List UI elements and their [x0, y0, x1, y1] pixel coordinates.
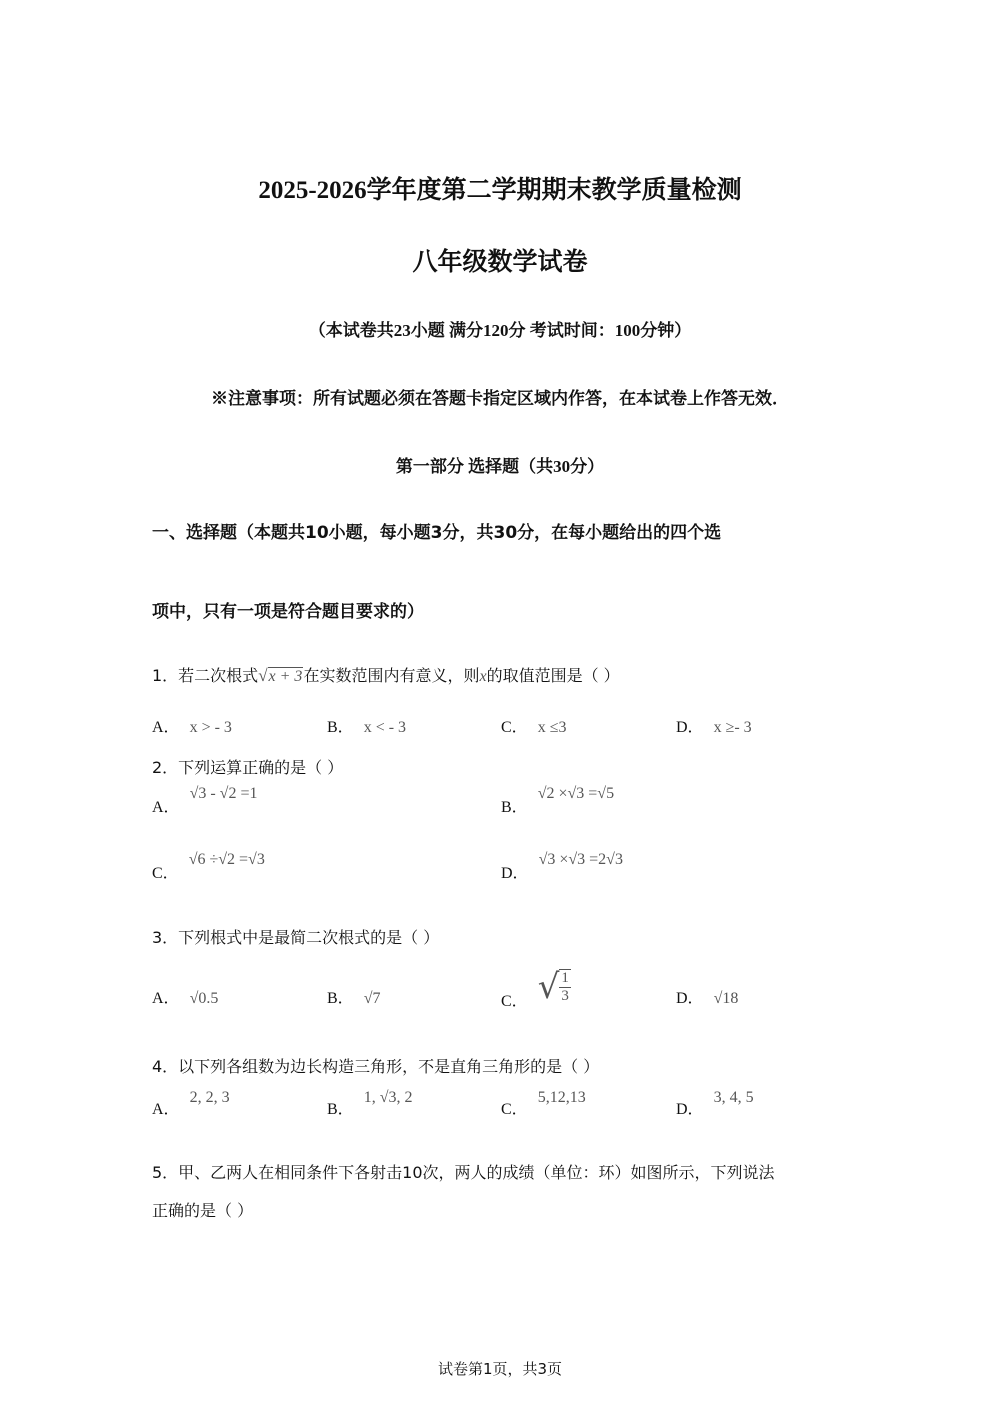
- q2-option-b-text: √2 ×√3 =√5: [537, 785, 615, 802]
- q4-option-c[interactable]: C． 5,12,13: [501, 1089, 586, 1118]
- question-3-stem: 3．下列根式中是最简二次根式的是（ ）: [152, 928, 440, 947]
- q3-fraction-den: 3: [561, 987, 569, 1004]
- q3-fraction: [559, 969, 571, 1005]
- q2-option-a-text: √3 - √2 =1: [189, 785, 258, 802]
- question-4-stem: 4．以下列各组数为边长构造三角形，不是直角三角形的是（ ）: [152, 1057, 600, 1076]
- q1-option-b-text: x < - 3: [363, 719, 407, 736]
- part1-heading: 第一部分 选择题（共30分）: [395, 457, 605, 476]
- q1-radicand: x + 3: [268, 668, 303, 685]
- q1-suffix: 的取值范围是（ ）: [486, 666, 620, 685]
- q3-option-b[interactable]: B． √7: [327, 990, 381, 1007]
- q3-radical-sign: √: [537, 966, 560, 1007]
- q1-var: x: [479, 668, 487, 685]
- page-footer: 试卷第1页，共3页: [437, 1360, 563, 1378]
- q4-option-c-text: 5,12,13: [537, 1089, 586, 1106]
- q1-option-d[interactable]: D． x ≥- 3: [676, 719, 752, 736]
- exam-info: （本试卷共23小题 满分120分 考试时间：100分钟）: [308, 321, 692, 340]
- question-1-stem: [152, 663, 620, 686]
- q1-option-d-text: x ≥- 3: [713, 719, 752, 736]
- exam-subtitle: 八年级数学试卷: [412, 249, 588, 276]
- q1-prefix: 1．若二次根式: [152, 666, 259, 685]
- q4-option-d-text: 3, 4, 5: [713, 1089, 754, 1106]
- q3-option-a[interactable]: A． √0.5: [152, 990, 219, 1007]
- q4-option-b-text: 1, √3, 2: [363, 1089, 413, 1106]
- question-5-line-2: 正确的是（ ）: [152, 1201, 254, 1220]
- q3-option-d-text: √18: [713, 990, 739, 1007]
- q1-option-a[interactable]: A． x > - 3: [152, 719, 232, 736]
- question-2-stem: 2．下列运算正确的是（ ）: [152, 758, 344, 777]
- q3-option-a-text: √0.5: [189, 990, 219, 1007]
- q1-option-b[interactable]: B． x < - 3: [327, 719, 407, 736]
- q4-option-b[interactable]: B． 1, √3, 2: [327, 1089, 413, 1118]
- section-line-2: 项中，只有一项是符合题目要求的）: [152, 602, 424, 622]
- q2-option-c-text: √6 ÷√2 =√3: [188, 851, 265, 868]
- section-line-1: 一、选择题（本题共10小题，每小题3分，共30分，在每小题给出的四个选: [152, 523, 722, 543]
- q4-option-a-text: 2, 2, 3: [189, 1089, 230, 1106]
- q3-fraction-num: 1: [561, 969, 569, 986]
- q2-option-a[interactable]: A． √3 - √2 =1: [152, 785, 258, 816]
- q2-option-d[interactable]: D． √3 ×√3 =2√3: [501, 851, 623, 882]
- exam-title: 2025-2026学年度第二学期期末教学质量检测: [258, 177, 742, 204]
- q3-option-d[interactable]: D． √18: [676, 990, 739, 1007]
- notice: ※注意事项：所有试题必须在答题卡指定区域内作答，在本试卷上作答无效．: [211, 389, 789, 408]
- q2-option-b[interactable]: B． √2 ×√3 =√5: [501, 785, 615, 816]
- q1-option-a-text: x > - 3: [189, 719, 232, 736]
- q2-option-c[interactable]: C． √6 ÷√2 =√3: [152, 851, 265, 882]
- q2-option-d-text: √3 ×√3 =2√3: [538, 851, 623, 868]
- q1-mid: 在实数范围内有意义，则: [303, 666, 480, 685]
- q4-option-d[interactable]: D． 3, 4, 5: [676, 1089, 754, 1118]
- q3-option-c[interactable]: C． √ $\frac{1}{3}$: [501, 966, 569, 1010]
- q1-radical: √x + 3: [258, 666, 303, 685]
- q3-option-b-text: √7: [363, 990, 381, 1007]
- question-5-line-1: 5．甲、乙两人在相同条件下各射击10次，两人的成绩（单位：环）如图所示，下列说法: [152, 1163, 775, 1182]
- q1-option-c[interactable]: C． x ≤3: [501, 719, 567, 736]
- q4-option-a[interactable]: A． 2, 2, 3: [152, 1089, 230, 1118]
- q1-option-c-text: x ≤3: [537, 719, 567, 736]
